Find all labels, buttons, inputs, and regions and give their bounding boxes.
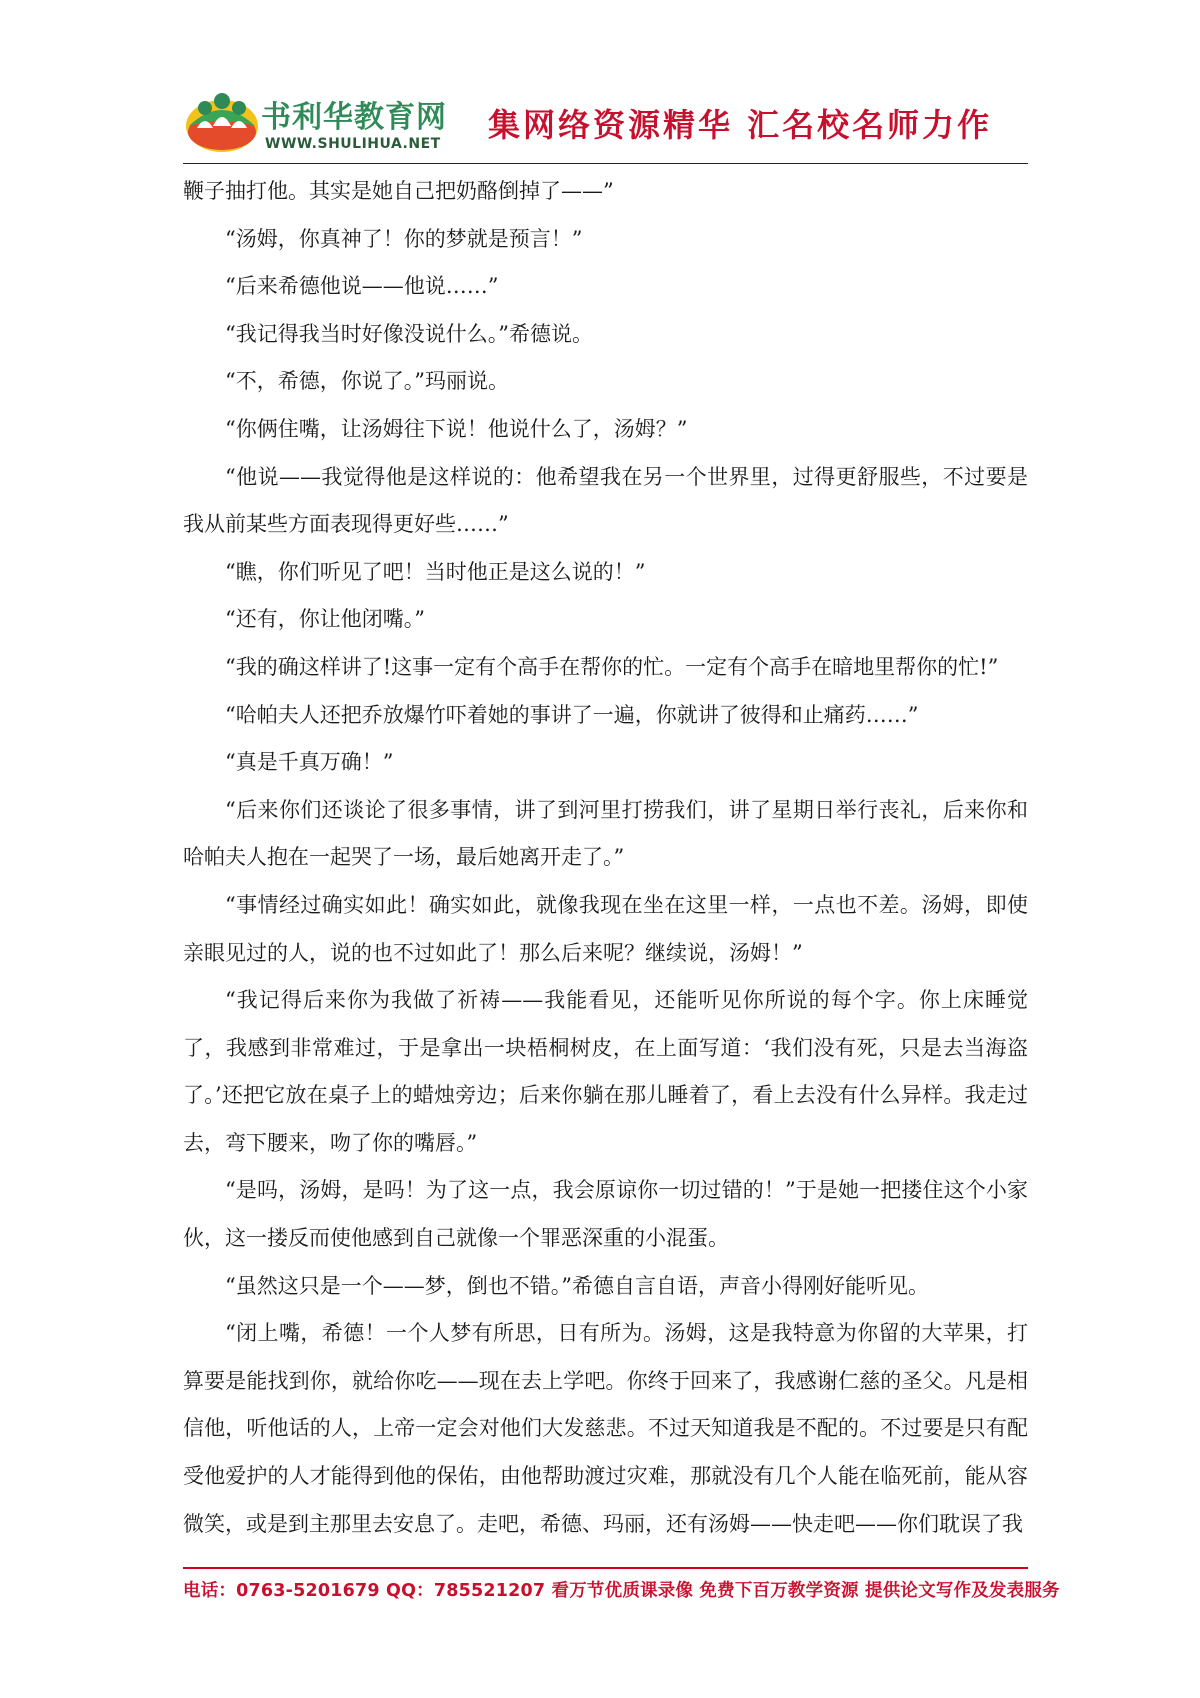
- paragraph: “哈帕夫人还把乔放爆竹吓着她的事讲了一遍，你就讲了彼得和止痛药……”: [225, 702, 919, 727]
- paragraph: “瞧，你们听见了吧！当时他正是这么说的！”: [225, 559, 646, 584]
- shulihua-logo-icon: [183, 86, 261, 154]
- paragraph: “真是千真万确！”: [225, 750, 394, 775]
- paragraph: “事情经过确实如此！确实如此，就像我现在坐在这里一样，一点也不差。汤姆，即使亲眼见过的人，说的也不过如此了！那么后来呢？继续说，汤姆！”: [183, 892, 1028, 965]
- paragraph: “不，希德，你说了。”玛丽说。: [225, 369, 509, 394]
- footer-contact: 电话：0763-5201679 QQ：785521207 看万节优质课录像 免费下百万教学资源 提供论文写作及发表服务: [183, 1581, 1060, 1601]
- paragraph: “虽然这只是一个——梦，倒也不错。”希德自言自语，声音小得刚好能听见。: [225, 1273, 929, 1298]
- paragraph: “你俩住嘴，让汤姆往下说！他说什么了，汤姆？”: [225, 416, 688, 441]
- article-body: [183, 168, 1028, 1548]
- paragraph: “我记得我当时好像没说什么。”希德说。: [225, 321, 593, 346]
- paragraph: “闭上嘴，希德！一个人梦有所思，日有所为。汤姆，这是我特意为你留的大苹果，打算要是能找到你，就给你吃——现在去上学吧。你终于回来了，我感谢仁慈的圣父。凡是相信他，听他话的人，上帝一定会对他们大发慈悲。不过天知道我是不配的。不过要是只有配受他爱护的人才能得到他的保佑，由他帮助渡过灾难，那就没有几个人能在临死前，能从容微笑，或是到主那里去安息了。走吧，希德、玛丽，还有汤姆——快走吧——你们耽误了我: [183, 1321, 1028, 1536]
- brand-url: WWW.SHULIHUA.NET: [265, 136, 441, 152]
- header-slogan: 集网络资源精华 汇名校名师力作: [488, 106, 993, 144]
- brand-name: 书利华教育网: [261, 100, 447, 135]
- page-header: [183, 86, 1028, 158]
- paragraph: “我的确这样讲了!这事一定有个高手在帮你的忙。一定有个高手在暗地里帮你的忙!”: [225, 654, 999, 679]
- paragraph: “还有，你让他闭嘴。”: [225, 607, 425, 632]
- paragraph: “汤姆，你真神了！你的梦就是预言！”: [225, 226, 583, 251]
- paragraph: 鞭子抽打他。其实是她自己把奶酪倒掉了——”: [183, 179, 614, 203]
- paragraph: “他说——我觉得他是这样说的：他希望我在另一个世界里，过得更舒服些，不过要是我从前某些方面表现得更好些……”: [183, 464, 1028, 537]
- paragraph: “后来你们还谈论了很多事情，讲了到河里打捞我们，讲了星期日举行丧礼，后来你和哈帕夫人抱在一起哭了一场，最后她离开走了。”: [183, 797, 1028, 870]
- paragraph: “是吗，汤姆，是吗！为了这一点，我会原谅你一切过错的！”于是她一把搂住这个小家伙，这一搂反而使他感到自己就像一个罪恶深重的小混蛋。: [183, 1178, 1028, 1251]
- paragraph: “后来希德他说——他说……”: [225, 274, 499, 299]
- header-divider: [183, 163, 1028, 164]
- footer-divider: [183, 1567, 1028, 1569]
- paragraph: “我记得后来你为我做了祈祷——我能看见，还能听见你所说的每个字。你上床睡觉了，我感到非常难过，于是拿出一块梧桐树皮，在上面写道：‘我们没有死，只是去当海盗了。’还把它放在桌子上的蜡烛旁边；后来你躺在那儿睡着了，看上去没有什么异样。我走过去，弯下腰来，吻了你的嘴唇。”: [183, 988, 1028, 1155]
